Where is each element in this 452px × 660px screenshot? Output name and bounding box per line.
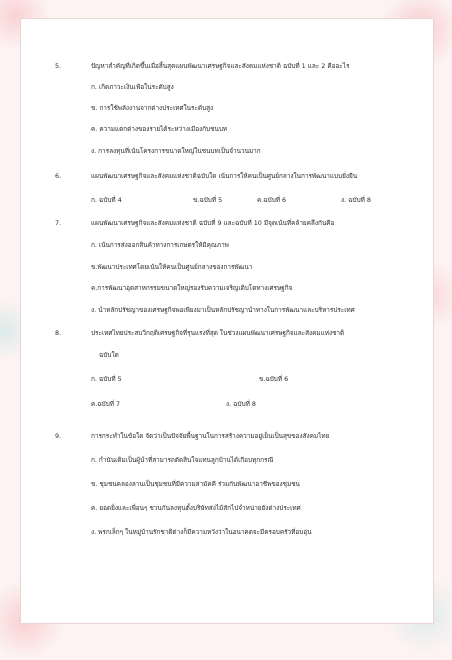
question-text: ปัญหาสำคัญที่เกิดขึ้นเมื่อสิ้นสุดแผนพัฒนาเศรษฐกิจและสังคมแห่งชาติ ฉบับที่ 1 และ 2 คืออะไร	[91, 62, 350, 70]
answer-option: ง. การลงทุนที่เน้นโครงการขนาดใหญ่ในชนบทเป็นจำนวนมาก	[91, 147, 261, 155]
answer-option: ง. พรกเล็กๆ ในหมู่บ้านรักชาติต่างก็มีความหวังว่าในอนาคตจะมีครอบครัวที่อบอุ่น	[91, 528, 312, 536]
question-number: 6.	[55, 172, 62, 180]
question-number: 5.	[55, 62, 62, 70]
answer-option: ง. ฉบับที่ 8	[226, 400, 256, 408]
question-text-continued: ฉบับใด	[99, 351, 119, 359]
answer-option: ข. การใช้พลังงานจากต่างประเทศในระดับสูง	[91, 104, 214, 112]
question-page	[20, 18, 434, 624]
question-number: 7.	[55, 219, 62, 227]
answer-option: ง. นำหลักปรัชญาของเศรษฐกิจพอเพียงมาเป็นหลักปรัชญานำทางในการพัฒนาและบริหารประเทศ	[91, 306, 355, 314]
answer-option: ค. ยอดยิ่งและเพื่อนๆ ชวนกันลงทุนตั้งบริษัทส่งไม้สักไปจำหน่ายยังต่างประเทศ	[91, 504, 301, 512]
question-number: 8.	[55, 329, 62, 337]
answer-option: ข. ชุมชนคลองลานเป็นชุมชนที่มีความสามัคคี ร่วมกันพัฒนาอาชีพของชุมชน	[91, 480, 300, 488]
answer-option: ก. กำนันเติมเป็นผู้นำที่สามารถตัดสินใจแทนลูกบ้านได้เกือบทุกกรณี	[91, 456, 274, 464]
answer-option: ก. เกิดภาวะเงินเฟ้อในระดับสูง	[91, 83, 174, 91]
question-text: การกระทำในข้อใด จัดว่าเป็นปัจจัยพื้นฐานในการสร้างความอยู่เย็นเป็นสุขของสังคมไทย	[91, 432, 330, 440]
answer-option: ค. ความแตกต่างของรายได้ระหว่างเมืองกับชนบท	[91, 125, 228, 133]
answer-option: ก. ฉบับที่ 4	[91, 196, 122, 204]
answer-option: ก. เน้นการส่งออกสินค้าทางการเกษตรให้มีคุณภาพ	[91, 241, 229, 249]
question-text: แผนพัฒนาเศรษฐกิจและสังคมแห่งชาติฉบับใด เน้นการให้คนเป็นศูนย์กลางในการพัฒนาแบบยั่งยืน	[91, 172, 358, 180]
answer-option: ข.ฉบับที่ 6	[259, 375, 289, 383]
answer-option: ค.ฉบับที่ 7	[91, 400, 121, 408]
answer-option: ง. ฉบับที่ 8	[341, 196, 371, 204]
question-text: แผนพัฒนาเศรษฐกิจและสังคมแห่งชาติ ฉบับที่ 9 และฉบับที่ 10 มีจุดเน้นที่คล้ายคลึงกันคือ	[91, 219, 335, 227]
answer-option: ข.พัฒนาประเทศโดยเน้นให้คนเป็นศูนย์กลางของการพัฒนา	[91, 263, 253, 271]
answer-option: ข.ฉบับที่ 5	[193, 196, 223, 204]
answer-option: ค.ฉบับที่ 6	[257, 196, 287, 204]
answer-option: ค.การพัฒนาอุตสาหกรรมขนาดใหญ่รองรับความเจริญเติบโตทางเศรษฐกิจ	[91, 284, 293, 292]
question-number: 9.	[55, 432, 62, 440]
question-text: ประเทศไทยประสบวิกฤติเศรษฐกิจที่รุนแรงที่สุด ในช่วงแผนพัฒนาเศรษฐกิจและสังคมแห่งชาติ	[91, 329, 345, 337]
answer-option: ก. ฉบับที่ 5	[91, 375, 122, 383]
